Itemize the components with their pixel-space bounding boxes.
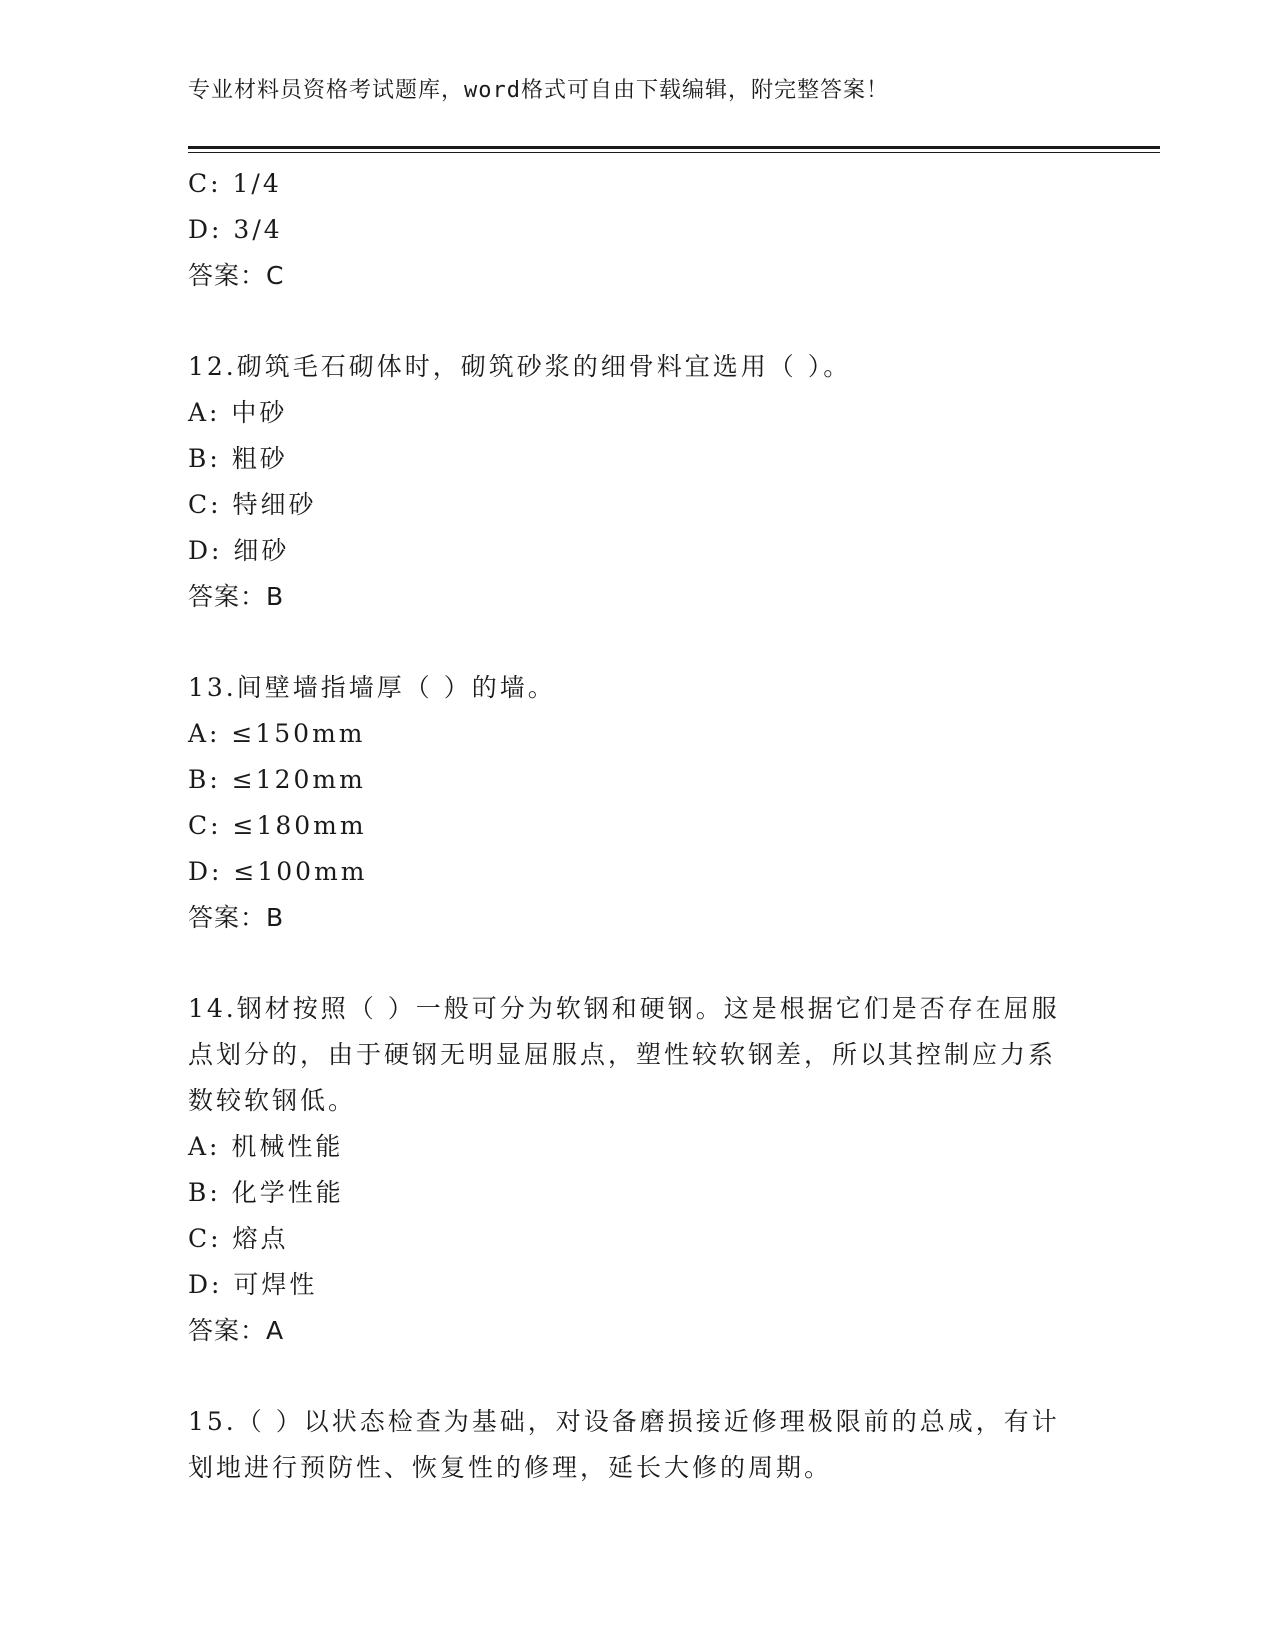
option-b: B: 化学性能 [188,1178,344,1207]
option-b: B: 粗砂 [188,444,288,473]
option-a: A: ≤150mm [188,719,366,748]
answer: 答案：B [188,582,285,611]
option-c: C: 1/4 [188,169,282,198]
option-d: D: 3/4 [188,215,283,244]
option-d: D: 细砂 [188,536,290,565]
option-d: D: 可焊性 [188,1270,318,1299]
header-divider-thick [188,146,1160,149]
question-14 [188,986,1068,1354]
option-c: C: 熔点 [188,1224,289,1253]
option-b: B: ≤120mm [188,765,366,794]
question-stem: 13.间壁墙指墙厚（ ）的墙。 [188,673,556,702]
option-c: C: ≤180mm [188,811,367,840]
question-stem: 14.钢材按照（ ）一般可分为软钢和硬钢。这是根据它们是否存在屈服点划分的，由于硬钢无明显屈服点，塑性较软钢差，所以其控制应力系数较软钢低。 [188,994,1060,1115]
page-header: 专业材料员资格考试题库，word格式可自由下载编辑，附完整答案！ [188,78,889,103]
question-content [188,161,1068,1491]
question-stem: 12.砌筑毛石砌体时，砌筑砂浆的细骨料宜选用（ ）。 [188,352,852,381]
answer: 答案：A [188,1316,285,1345]
question-11-tail [188,161,1068,299]
option-c: C: 特细砂 [188,490,317,519]
answer: 答案：C [188,261,285,290]
option-d: D: ≤100mm [188,857,368,886]
option-a: A: 机械性能 [188,1132,344,1161]
option-a: A: 中砂 [188,398,288,427]
question-15 [188,1399,1068,1491]
question-13 [188,665,1068,941]
question-12 [188,344,1068,620]
question-stem: 15.（ ）以状态检查为基础，对设备磨损接近修理极限前的总成，有计划地进行预防性、恢复性的修理，延长大修的周期。 [188,1407,1060,1482]
header-divider-thin [188,152,1160,153]
answer: 答案：B [188,903,285,932]
